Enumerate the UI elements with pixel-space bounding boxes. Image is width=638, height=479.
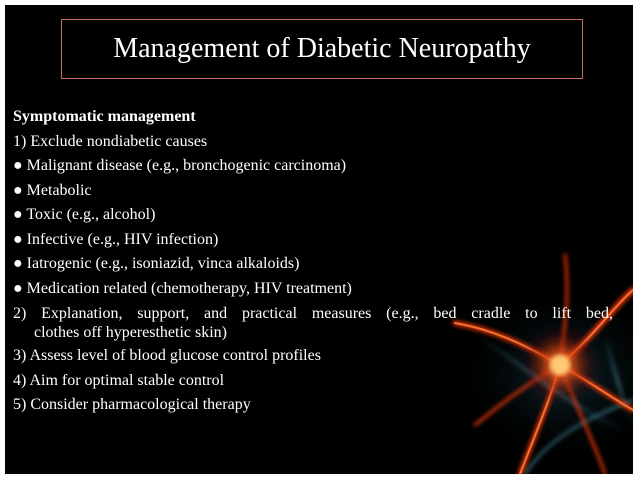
slide-title-text: Management of Diabetic Neuropathy	[113, 33, 531, 64]
slide-body	[13, 105, 613, 418]
list-item: 4) Aim for optimal stable control	[13, 371, 225, 389]
list-item: ● Infective (e.g., HIV infection)	[13, 230, 219, 248]
list-item-first-line: 2) Explanation, support, and practical measures (e.g., bed cradle to lift bed,	[13, 305, 613, 322]
list-item: 1) Exclude nondiabetic causes	[13, 132, 208, 150]
list-item: 5) Consider pharmacological therapy	[13, 396, 251, 413]
list-item: ● Iatrogenic (e.g., isoniazid, vinca alkaloids)	[13, 255, 300, 272]
list-item: ● Metabolic	[13, 181, 92, 199]
slide-background	[5, 5, 633, 474]
list-item: 3) Assess level of blood glucose control profiles	[13, 347, 321, 364]
list-item: ● Toxic (e.g., alcohol)	[13, 206, 156, 223]
slide-title	[61, 19, 583, 79]
list-item-wrapped	[13, 301, 613, 344]
section-heading: Symptomatic management	[13, 108, 196, 125]
list-item-continuation: clothes off hyperesthetic skin)	[34, 324, 227, 341]
list-item: ● Malignant disease (e.g., bronchogenic carcinoma)	[13, 157, 347, 174]
list-item: ● Medication related (chemotherapy, HIV treatment)	[13, 279, 352, 297]
